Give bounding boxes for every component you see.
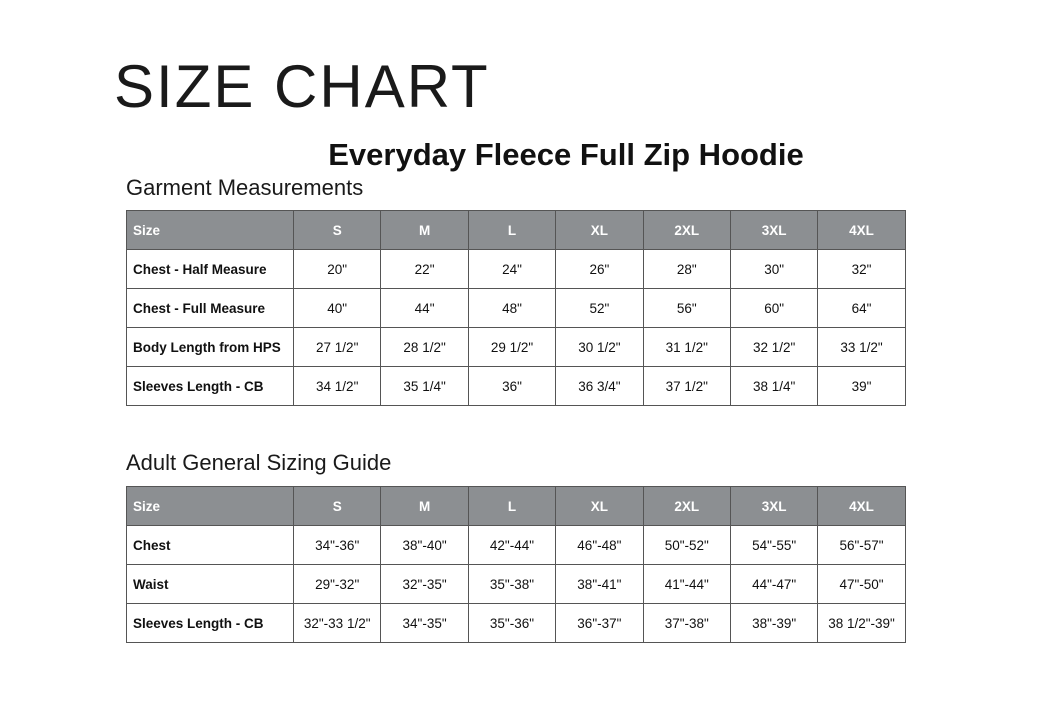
column-header: L <box>468 211 555 250</box>
table-cell: 38"-41" <box>556 565 643 604</box>
table-cell: 52" <box>556 289 643 328</box>
table-cell: 33 1/2" <box>818 328 905 367</box>
table-cell: 38 1/4" <box>730 367 817 406</box>
table-cell: 32" <box>818 250 905 289</box>
table-cell: 40" <box>294 289 381 328</box>
table-cell: 35 1/4" <box>381 367 468 406</box>
table-row <box>127 604 906 643</box>
table-cell: 42"-44" <box>468 526 555 565</box>
table-cell: 30 1/2" <box>556 328 643 367</box>
row-label: Body Length from HPS <box>127 328 294 367</box>
sizing-guide-table <box>126 486 906 643</box>
table-cell: 35"-36" <box>468 604 555 643</box>
table-cell: 36" <box>468 367 555 406</box>
table-cell: 64" <box>818 289 905 328</box>
sizing-guide-heading: Adult General Sizing Guide <box>126 450 392 475</box>
table-cell: 46"-48" <box>556 526 643 565</box>
table-row <box>127 250 906 289</box>
table-cell: 28 1/2" <box>381 328 468 367</box>
table-cell: 35"-38" <box>468 565 555 604</box>
table-cell: 56" <box>643 289 730 328</box>
column-header: M <box>381 487 468 526</box>
table-cell: 28" <box>643 250 730 289</box>
table-header-row <box>127 211 906 250</box>
table-cell: 54"-55" <box>730 526 817 565</box>
column-header: M <box>381 211 468 250</box>
page-title: SIZE CHART <box>114 53 490 120</box>
row-label: Sleeves Length - CB <box>127 367 294 406</box>
table-cell: 32 1/2" <box>730 328 817 367</box>
table-row <box>127 526 906 565</box>
column-header: S <box>294 487 381 526</box>
table-cell: 38 1/2"-39" <box>818 604 905 643</box>
table-cell: 22" <box>381 250 468 289</box>
table-cell: 60" <box>730 289 817 328</box>
row-label: Waist <box>127 565 294 604</box>
table-row <box>127 328 906 367</box>
column-header: 4XL <box>818 487 905 526</box>
table-header-row <box>127 487 906 526</box>
table-cell: 56"-57" <box>818 526 905 565</box>
table-cell: 20" <box>294 250 381 289</box>
table-cell: 34"-35" <box>381 604 468 643</box>
table-row <box>127 367 906 406</box>
column-header: 4XL <box>818 211 905 250</box>
column-header: 3XL <box>730 487 817 526</box>
table-cell: 26" <box>556 250 643 289</box>
product-title: Everyday Fleece Full Zip Hoodie <box>328 137 804 172</box>
garment-measurements-table <box>126 210 906 406</box>
table-cell: 44"-47" <box>730 565 817 604</box>
table-cell: 30" <box>730 250 817 289</box>
table-cell: 50"-52" <box>643 526 730 565</box>
table-cell: 36"-37" <box>556 604 643 643</box>
table-cell: 39" <box>818 367 905 406</box>
table-cell: 32"-35" <box>381 565 468 604</box>
table-cell: 38"-39" <box>730 604 817 643</box>
table-cell: 44" <box>381 289 468 328</box>
table-cell: 24" <box>468 250 555 289</box>
table-cell: 29"-32" <box>294 565 381 604</box>
table-row <box>127 565 906 604</box>
row-label: Sleeves Length - CB <box>127 604 294 643</box>
table-cell: 47"-50" <box>818 565 905 604</box>
table-cell: 32"-33 1/2" <box>294 604 381 643</box>
row-label: Chest <box>127 526 294 565</box>
row-label: Chest - Full Measure <box>127 289 294 328</box>
table-cell: 36 3/4" <box>556 367 643 406</box>
table-cell: 37 1/2" <box>643 367 730 406</box>
table-row <box>127 289 906 328</box>
table-cell: 29 1/2" <box>468 328 555 367</box>
column-header: Size <box>127 487 294 526</box>
column-header: Size <box>127 211 294 250</box>
table-cell: 31 1/2" <box>643 328 730 367</box>
table-cell: 27 1/2" <box>294 328 381 367</box>
table-cell: 37"-38" <box>643 604 730 643</box>
table-cell: 34 1/2" <box>294 367 381 406</box>
column-header: L <box>468 487 555 526</box>
table-cell: 38"-40" <box>381 526 468 565</box>
column-header: XL <box>556 211 643 250</box>
garment-measurements-heading: Garment Measurements <box>126 175 364 200</box>
column-header: 3XL <box>730 211 817 250</box>
row-label: Chest - Half Measure <box>127 250 294 289</box>
table-cell: 48" <box>468 289 555 328</box>
table-cell: 41"-44" <box>643 565 730 604</box>
column-header: S <box>294 211 381 250</box>
table-cell: 34"-36" <box>294 526 381 565</box>
column-header: XL <box>556 487 643 526</box>
column-header: 2XL <box>643 211 730 250</box>
column-header: 2XL <box>643 487 730 526</box>
